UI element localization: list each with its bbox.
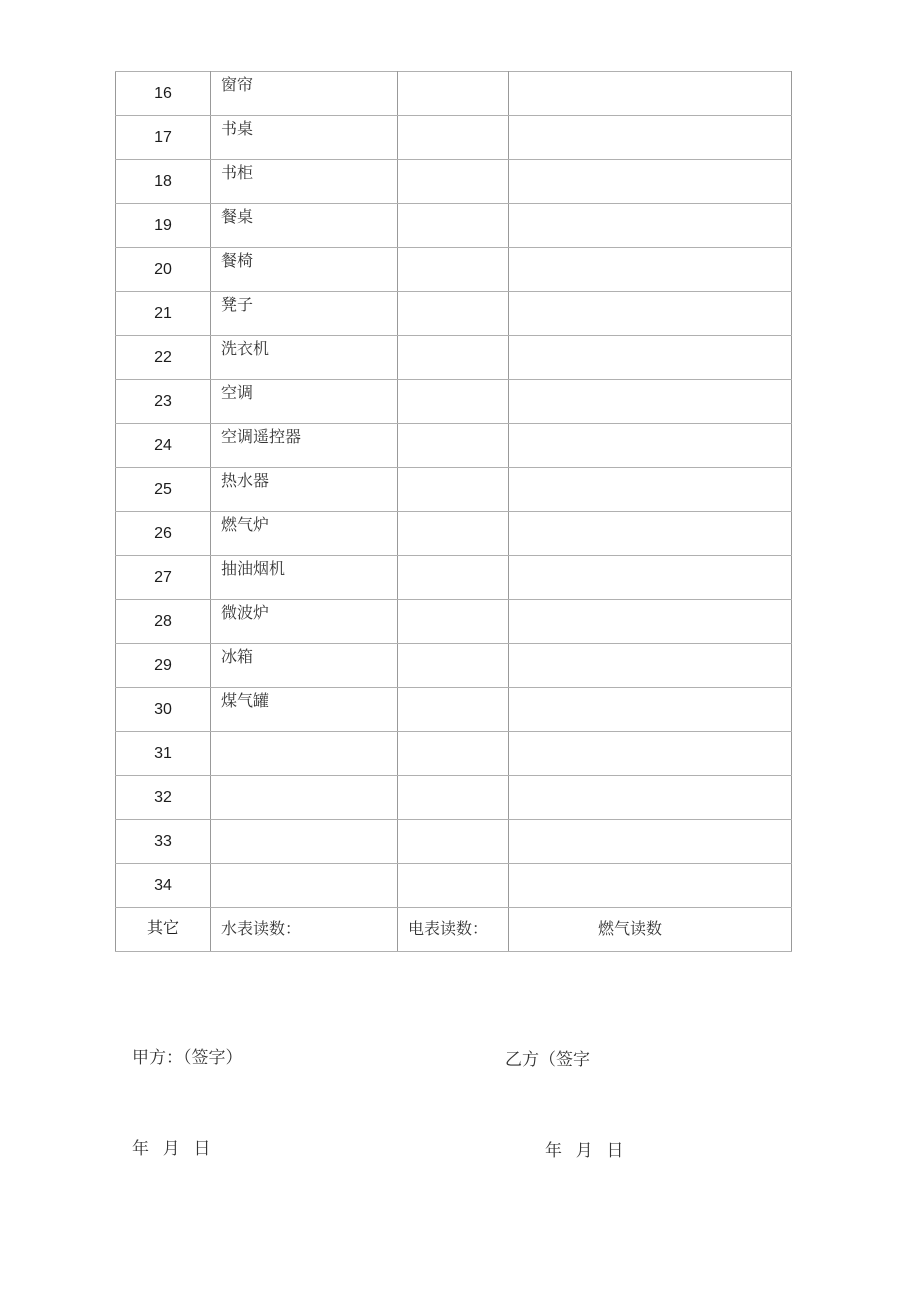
item-name: 窗帘	[211, 72, 398, 116]
item-number: 25	[116, 468, 211, 512]
item-name	[211, 732, 398, 776]
item-number: 28	[116, 600, 211, 644]
item-note-cell	[509, 864, 792, 908]
table-row	[116, 556, 792, 600]
item-name: 空调遥控器	[211, 424, 398, 468]
party-b-signature-label: 乙方（签字	[505, 1050, 590, 1069]
item-number: 26	[116, 512, 211, 556]
item-qty-cell	[398, 160, 509, 204]
item-qty-cell	[398, 644, 509, 688]
item-name: 餐椅	[211, 248, 398, 292]
item-number: 30	[116, 688, 211, 732]
table-row	[116, 424, 792, 468]
water-meter-label: 水表读数：	[211, 908, 398, 952]
item-qty-cell	[398, 468, 509, 512]
item-qty-cell	[398, 336, 509, 380]
party-b-date-line: 年 月 日	[545, 1141, 624, 1160]
table-row	[116, 72, 792, 116]
item-name: 书桌	[211, 116, 398, 160]
item-name: 冰箱	[211, 644, 398, 688]
electric-meter-label: 电表读数：	[398, 908, 509, 952]
gas-meter-label: 燃气读数	[509, 908, 792, 952]
item-qty-cell	[398, 776, 509, 820]
inventory-table	[115, 71, 792, 952]
table-row	[116, 160, 792, 204]
item-note-cell	[509, 820, 792, 864]
item-qty-cell	[398, 204, 509, 248]
item-note-cell	[509, 776, 792, 820]
item-name	[211, 864, 398, 908]
item-note-cell	[509, 644, 792, 688]
table-row	[116, 248, 792, 292]
item-note-cell	[509, 424, 792, 468]
item-name	[211, 820, 398, 864]
table-row	[116, 864, 792, 908]
item-qty-cell	[398, 424, 509, 468]
item-note-cell	[509, 556, 792, 600]
item-note-cell	[509, 336, 792, 380]
item-qty-cell	[398, 512, 509, 556]
item-name: 洗衣机	[211, 336, 398, 380]
table-row	[116, 204, 792, 248]
table-row	[116, 512, 792, 556]
party-a-signature-label: 甲方：（签字）	[132, 1048, 243, 1067]
item-qty-cell	[398, 864, 509, 908]
item-note-cell	[509, 204, 792, 248]
table-row	[116, 116, 792, 160]
item-qty-cell	[398, 380, 509, 424]
item-qty-cell	[398, 116, 509, 160]
table-row	[116, 776, 792, 820]
item-note-cell	[509, 160, 792, 204]
table-row	[116, 292, 792, 336]
item-name: 餐桌	[211, 204, 398, 248]
item-number: 31	[116, 732, 211, 776]
item-name: 微波炉	[211, 600, 398, 644]
item-qty-cell	[398, 556, 509, 600]
item-name: 凳子	[211, 292, 398, 336]
item-number: 24	[116, 424, 211, 468]
item-note-cell	[509, 688, 792, 732]
item-name	[211, 776, 398, 820]
item-note-cell	[509, 72, 792, 116]
item-note-cell	[509, 292, 792, 336]
item-name: 抽油烟机	[211, 556, 398, 600]
item-qty-cell	[398, 600, 509, 644]
item-qty-cell	[398, 72, 509, 116]
item-name: 热水器	[211, 468, 398, 512]
party-a-date-line: 年 月 日	[132, 1139, 211, 1158]
item-note-cell	[509, 512, 792, 556]
item-note-cell	[509, 468, 792, 512]
table-row	[116, 380, 792, 424]
item-number: 16	[116, 72, 211, 116]
table-row	[116, 820, 792, 864]
item-name: 书柜	[211, 160, 398, 204]
item-note-cell	[509, 732, 792, 776]
table-row	[116, 688, 792, 732]
item-qty-cell	[398, 248, 509, 292]
footer-label: 其它	[116, 908, 211, 952]
item-number: 21	[116, 292, 211, 336]
item-qty-cell	[398, 292, 509, 336]
item-note-cell	[509, 600, 792, 644]
item-note-cell	[509, 380, 792, 424]
item-note-cell	[509, 248, 792, 292]
table-row	[116, 732, 792, 776]
table-row	[116, 644, 792, 688]
item-number: 22	[116, 336, 211, 380]
item-qty-cell	[398, 732, 509, 776]
item-qty-cell	[398, 820, 509, 864]
item-number: 34	[116, 864, 211, 908]
item-qty-cell	[398, 688, 509, 732]
item-number: 18	[116, 160, 211, 204]
item-name: 燃气炉	[211, 512, 398, 556]
table-row	[116, 468, 792, 512]
item-number: 17	[116, 116, 211, 160]
item-name: 空调	[211, 380, 398, 424]
item-number: 19	[116, 204, 211, 248]
item-number: 27	[116, 556, 211, 600]
meter-readings-row	[116, 908, 792, 952]
item-number: 33	[116, 820, 211, 864]
item-number: 20	[116, 248, 211, 292]
table-row	[116, 600, 792, 644]
table-row	[116, 336, 792, 380]
item-number: 23	[116, 380, 211, 424]
item-number: 29	[116, 644, 211, 688]
item-number: 32	[116, 776, 211, 820]
item-note-cell	[509, 116, 792, 160]
item-name: 煤气罐	[211, 688, 398, 732]
